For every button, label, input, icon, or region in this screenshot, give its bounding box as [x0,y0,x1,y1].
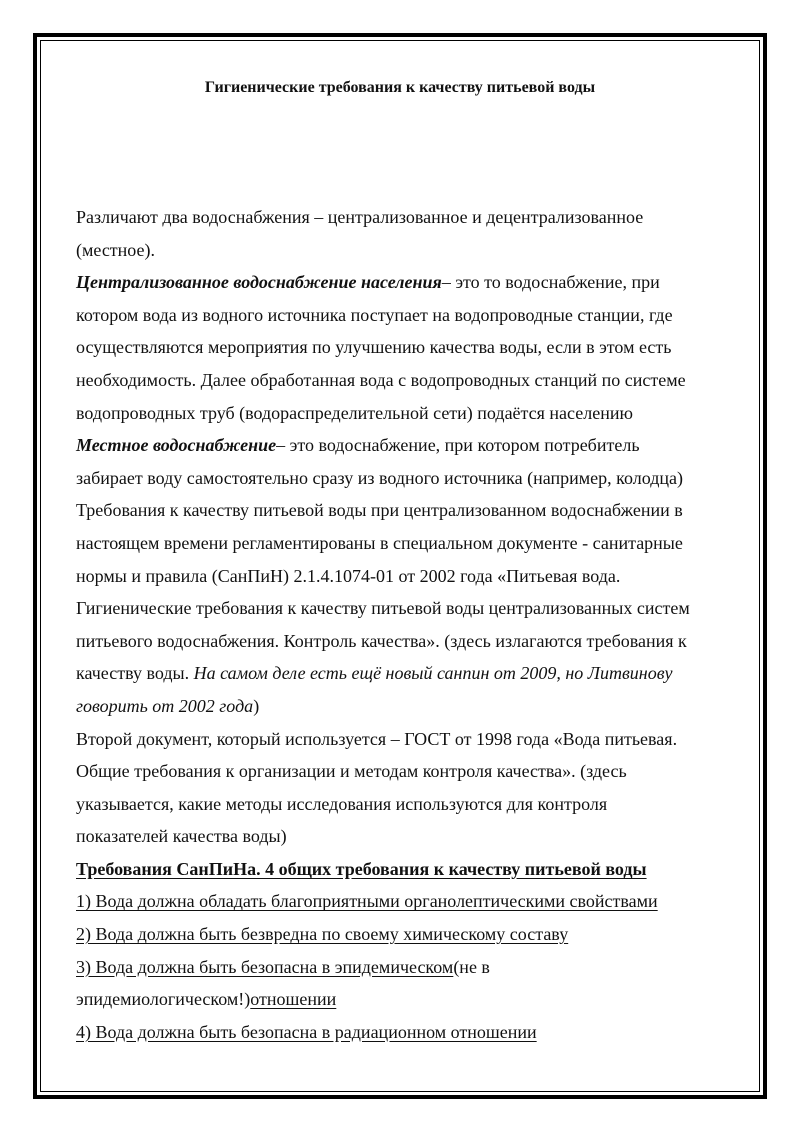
body-line [76,266,736,299]
requirement-text: 1) Вода должна обладать благоприятными органолептическими свойствами [76,891,658,912]
term-definition-text: – это то водоснабжение, при [441,272,660,293]
body-line: Требования к качеству питьевой воды при централизованном водоснабжении в [76,500,683,521]
term-local-water-supply: Местное водоснабжение [76,435,277,456]
body-line: (местное). [76,239,156,260]
body-line: нормы и правила (СанПиН) 2.1.4.1074-01 от 2002 года «Питьевая вода. [76,565,621,586]
requirement-text: 4) Вода должна быть безопасна в радиационном отношении [76,1021,537,1042]
requirement-item [76,951,736,984]
body-line: Различают два водоснабжения – централизованное и децентрализованное [76,207,644,227]
body-line: осуществляются мероприятия по улучшению качества воды, если в этом есть [76,337,672,358]
requirement-item [76,918,736,951]
body-line: Гигиенические требования к качеству питьевой воды централизованных систем [76,598,690,619]
body-line: показателей качества воды) [76,826,287,847]
section-heading: Требования СанПиНа. 4 общих требования к качеству питьевой воды [76,858,647,879]
body-line: необходимость. Далее обработанная вода с водопроводных станций по системе [76,369,686,390]
requirement-text: 2) Вода должна быть безвредна по своему химическому составу [76,924,569,945]
body-text-plain: (не в [453,956,490,977]
body-text-plain: ) [253,695,260,716]
body-text-plain: эпидемиологическом!) [76,989,251,1010]
requirement-item [76,885,736,918]
body-line: Второй документ, который используется – ГОСТ от 1998 года «Вода питьевая. [76,728,678,749]
body-line: Общие требования к организации и методам контроля качества». (здесь [76,761,627,782]
document-title: Гигиенические требования к качеству питьевой воды [204,79,596,96]
body-line: питьевого водоснабжения. Контроль качества». (здесь излагаются требования к [76,630,687,651]
body-line: настоящем времени регламентированы в специальном документе - санитарные [76,532,683,553]
italic-note: На самом деле есть ещё новый санпин от 2009, но Литвинову [193,663,673,684]
body-line: указывается, какие методы исследования используются для контроля [76,793,608,814]
document-body [76,201,736,1048]
body-line: котором вода из водного источника поступает на водопроводные станции, где [76,304,673,325]
requirement-item [76,1016,736,1049]
italic-note: говорить от 2002 года [76,695,254,716]
body-line [76,690,736,723]
body-line [76,657,736,690]
body-line [76,429,736,462]
requirement-item [76,983,736,1016]
body-text-plain: качеству воды. [76,663,194,684]
requirement-text: отношении [250,989,337,1010]
body-line: водопроводных труб (водораспределительной сети) подаётся населению [76,402,633,423]
term-centralized-water-supply: Централизованное водоснабжение населения [76,272,442,293]
body-line: забирает воду самостоятельно сразу из водного источника (например, колодца) [76,467,683,488]
requirement-text: 3) Вода должна быть безопасна в эпидемическом [76,956,454,977]
term-definition-text: – это водоснабжение, при котором потребитель [276,435,640,456]
body-line [76,853,736,886]
